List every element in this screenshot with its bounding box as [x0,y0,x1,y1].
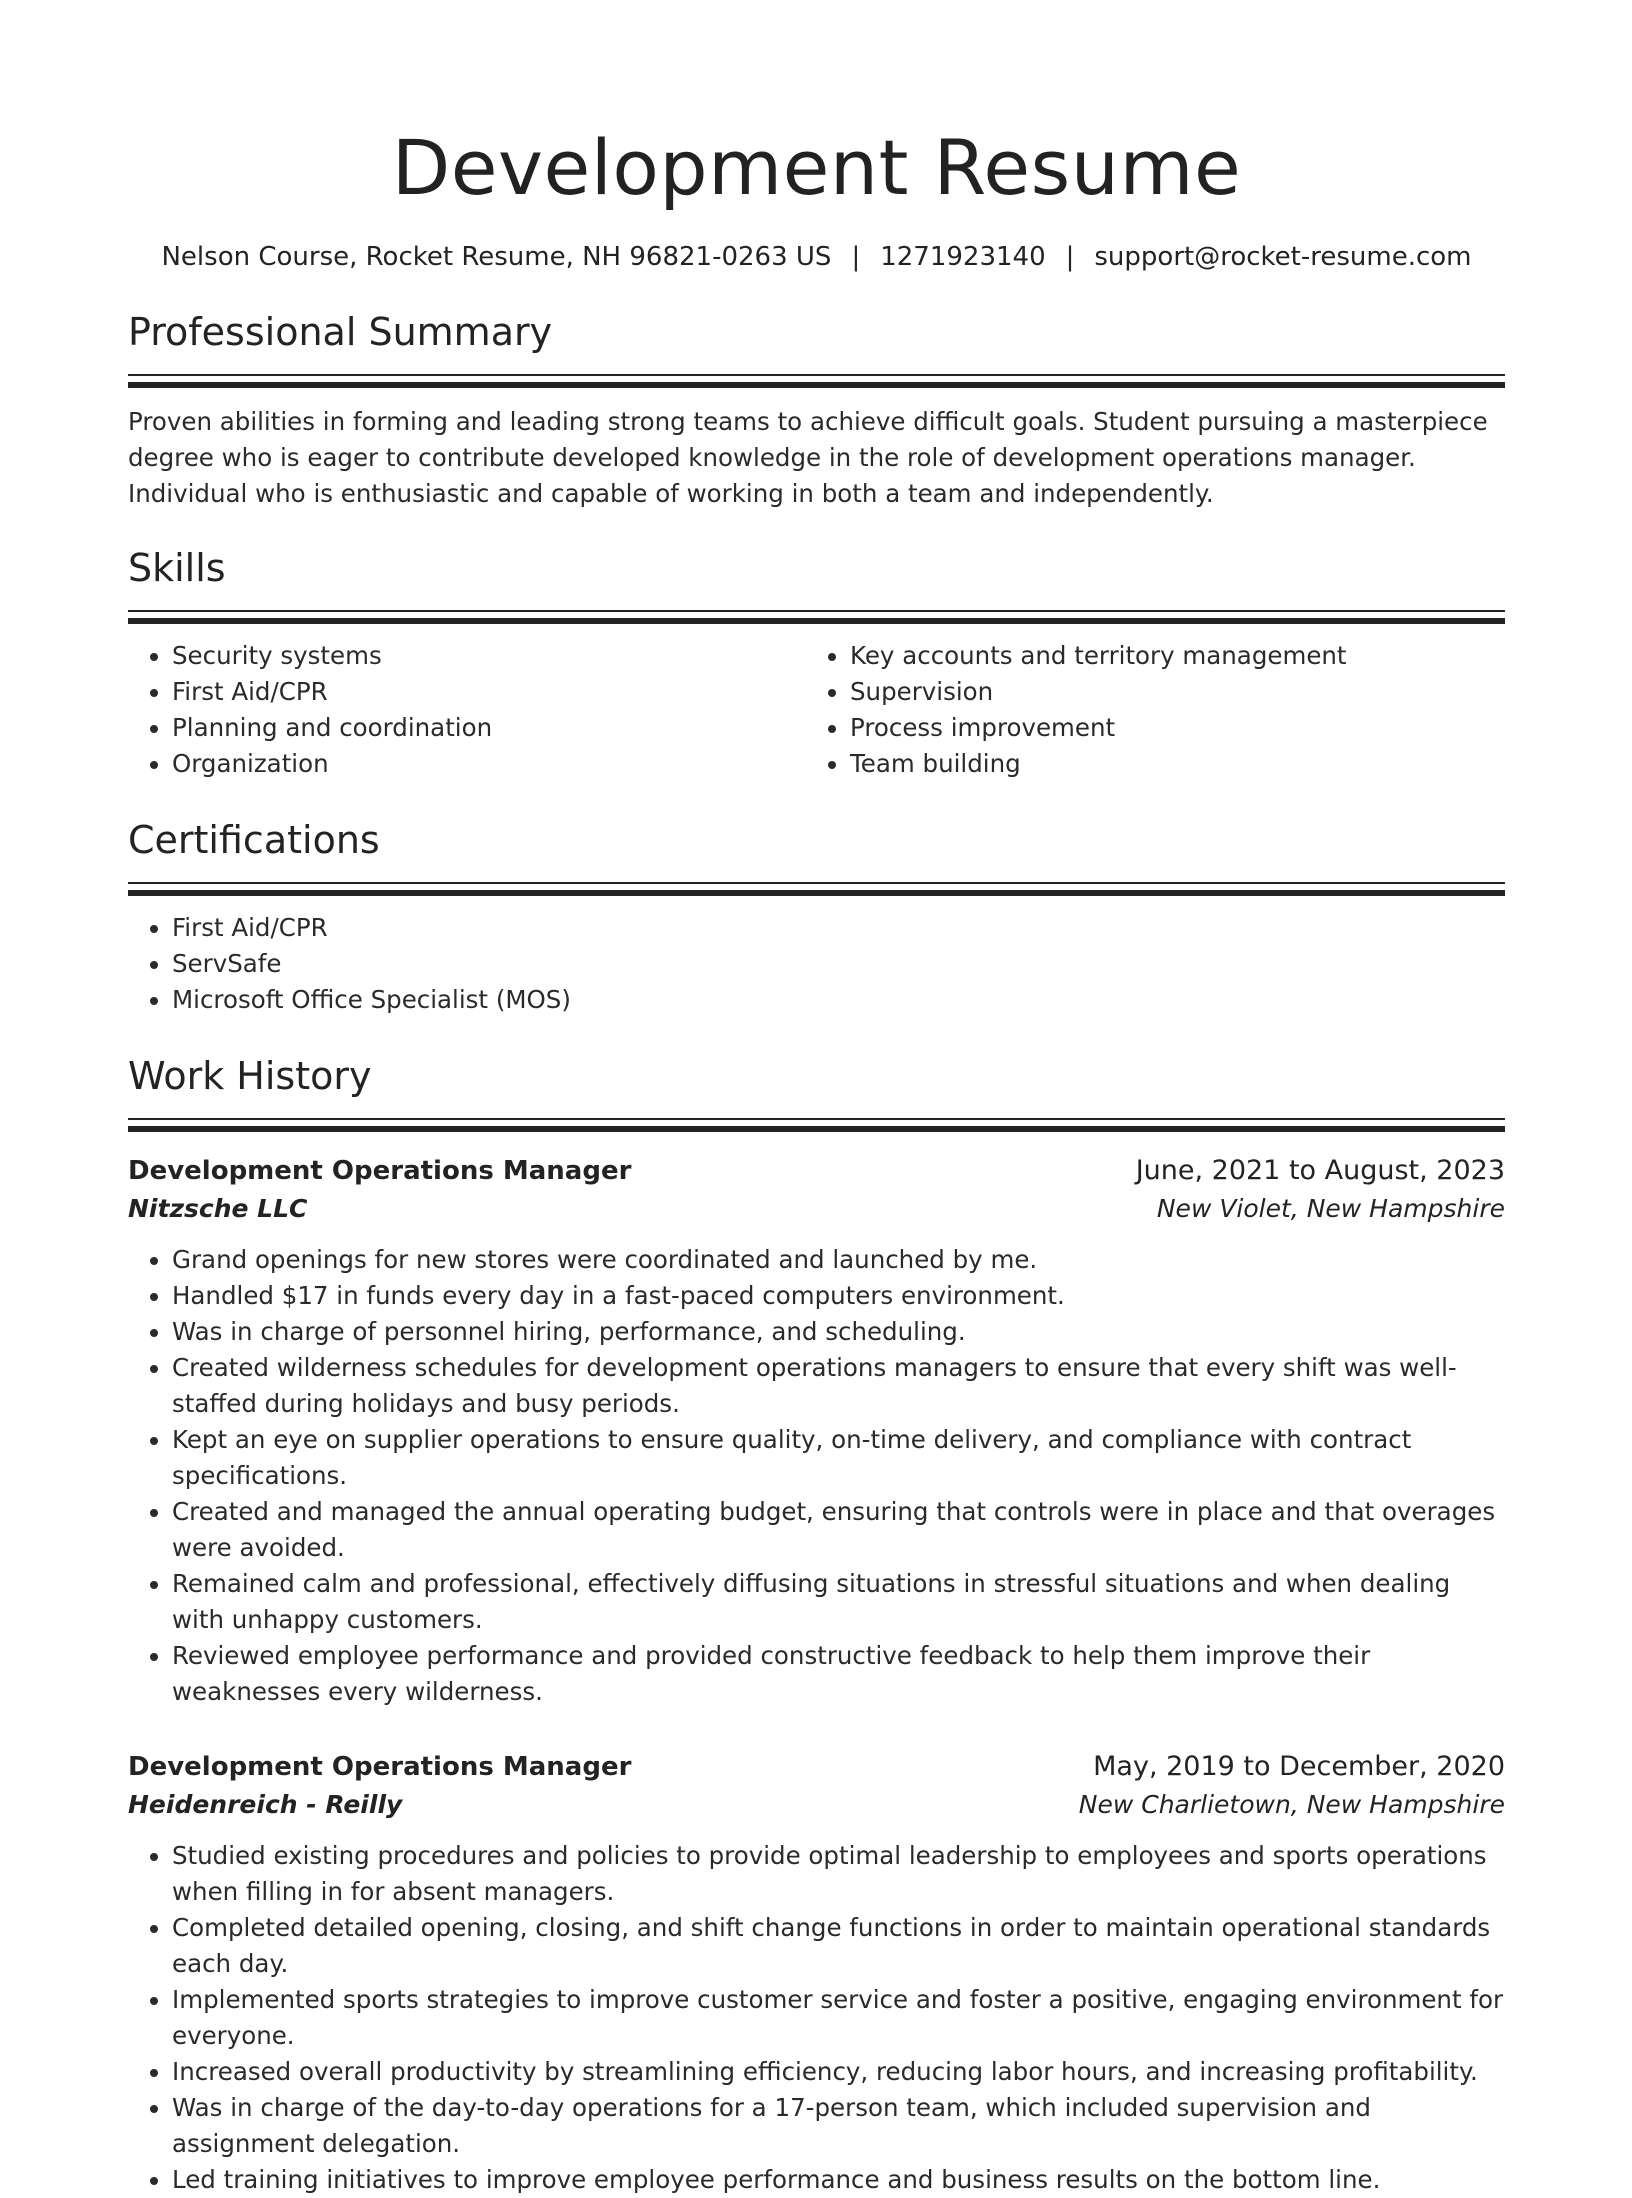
summary-text: Proven abilities in forming and leading strong teams to achieve difficult goals. Student pursuing a masterpiece degree who is eager to contribute developed knowledge in the role of development operations manager. Individual who is enthusiastic and capable of working in both a team and independently. [128,407,1488,508]
job-subheader-row [128,1190,1505,1228]
certifications-list [128,910,1505,1018]
work-history-heading: Work History [128,1054,372,1098]
certifications-section [128,818,1505,1018]
skills-grid [128,624,1505,782]
skill-item: • Process improvement [850,710,1484,746]
contact-line [128,240,1505,274]
certification-item: • First Aid/CPR [172,910,1505,946]
job-bullet: • Created and managed the annual operating budget, ensuring that controls were in place and that overages were avoided. [172,1494,1505,1566]
job-bullet: • Handled $17 in funds every day in a fast-paced computers environment. [172,1278,1505,1314]
skills-list-left [128,638,806,782]
job-bullet: • Implemented sports strategies to improve customer service and foster a positive, engaging environment for everyone. [172,1982,1505,2054]
certification-item: • ServSafe [172,946,1505,982]
job-bullet: • Was in charge of the day-to-day operations for a 17-person team, which included supervision and assignment delegation. [172,2090,1505,2162]
job-bullets [128,1242,1505,1710]
job-dates: May, 2019 to December, 2020 [1093,1751,1505,1782]
skills-list-right [806,638,1484,782]
section-divider-thick [128,1126,1505,1132]
job-location: New Charlietown, New Hampshire [1078,1790,1505,1819]
skill-item: • Organization [172,746,806,782]
contact-separator: | [851,242,861,272]
job-bullet: • Kept an eye on supplier operations to ensure quality, on-time delivery, and compliance with contract specifications. [172,1422,1505,1494]
contact-address: Nelson Course, Rocket Resume, NH 96821-0263 US [161,242,832,272]
section-divider [128,1118,1505,1120]
job-bullet: • Reviewed employee performance and provided constructive feedback to help them improve their weaknesses every wilderness. [172,1638,1505,1710]
skill-item: • Team building [850,746,1484,782]
job-header-row [128,1748,1505,1786]
resume-page [128,0,1505,2198]
job-location: New Violet, New Hampshire [1156,1194,1505,1223]
skill-item: • Security systems [172,638,806,674]
skill-item: • First Aid/CPR [172,674,806,710]
job-bullet: • Completed detailed opening, closing, and shift change functions in order to maintain operational standards each day. [172,1910,1505,1982]
section-divider [128,882,1505,884]
job-title: Development Operations Manager [128,1156,632,1186]
contact-separator: | [1065,242,1075,272]
skills-heading: Skills [128,546,226,590]
job-subheader-row [128,1786,1505,1824]
contact-email: support@rocket-resume.com [1094,242,1472,272]
skill-item: • Supervision [850,674,1484,710]
job-bullets [128,1838,1505,2198]
job-entry [128,1152,1505,1710]
job-entry [128,1748,1505,2198]
contact-phone: 1271923140 [880,242,1046,272]
job-bullet: • Remained calm and professional, effectively diffusing situations in stressful situations and when dealing with unhappy customers. [172,1566,1505,1638]
resume-title: Development Resume [391,123,1242,212]
job-bullet: • Led training initiatives to improve employee performance and business results on the bottom line. [172,2162,1505,2198]
section-divider-thick [128,382,1505,388]
job-dates: June, 2021 to August, 2023 [1135,1155,1505,1186]
summary-section [128,310,1505,512]
job-bullet: • Created wilderness schedules for development operations managers to ensure that every shift was well-staffed during holidays and busy periods. [172,1350,1505,1422]
job-company: Heidenreich - Reilly [128,1790,403,1819]
summary-heading: Professional Summary [128,310,553,354]
section-divider [128,374,1505,376]
job-bullet: • Studied existing procedures and policies to provide optimal leadership to employees and sports operations when filling in for absent managers. [172,1838,1505,1910]
job-bullet: • Was in charge of personnel hiring, performance, and scheduling. [172,1314,1505,1350]
job-header-row [128,1152,1505,1190]
job-title: Development Operations Manager [128,1752,632,1782]
work-history-section [128,1054,1505,2198]
section-divider-thick [128,890,1505,896]
certifications-heading: Certifications [128,818,380,862]
skill-item: • Key accounts and territory management [850,638,1484,674]
job-bullet: • Increased overall productivity by streamlining efficiency, reducing labor hours, and increasing profitability. [172,2054,1505,2090]
skills-section [128,546,1505,782]
skill-item: • Planning and coordination [172,710,806,746]
certification-item: • Microsoft Office Specialist (MOS) [172,982,1505,1018]
section-divider [128,610,1505,612]
job-company: Nitzsche LLC [128,1194,308,1223]
job-bullet: • Grand openings for new stores were coordinated and launched by me. [172,1242,1505,1278]
